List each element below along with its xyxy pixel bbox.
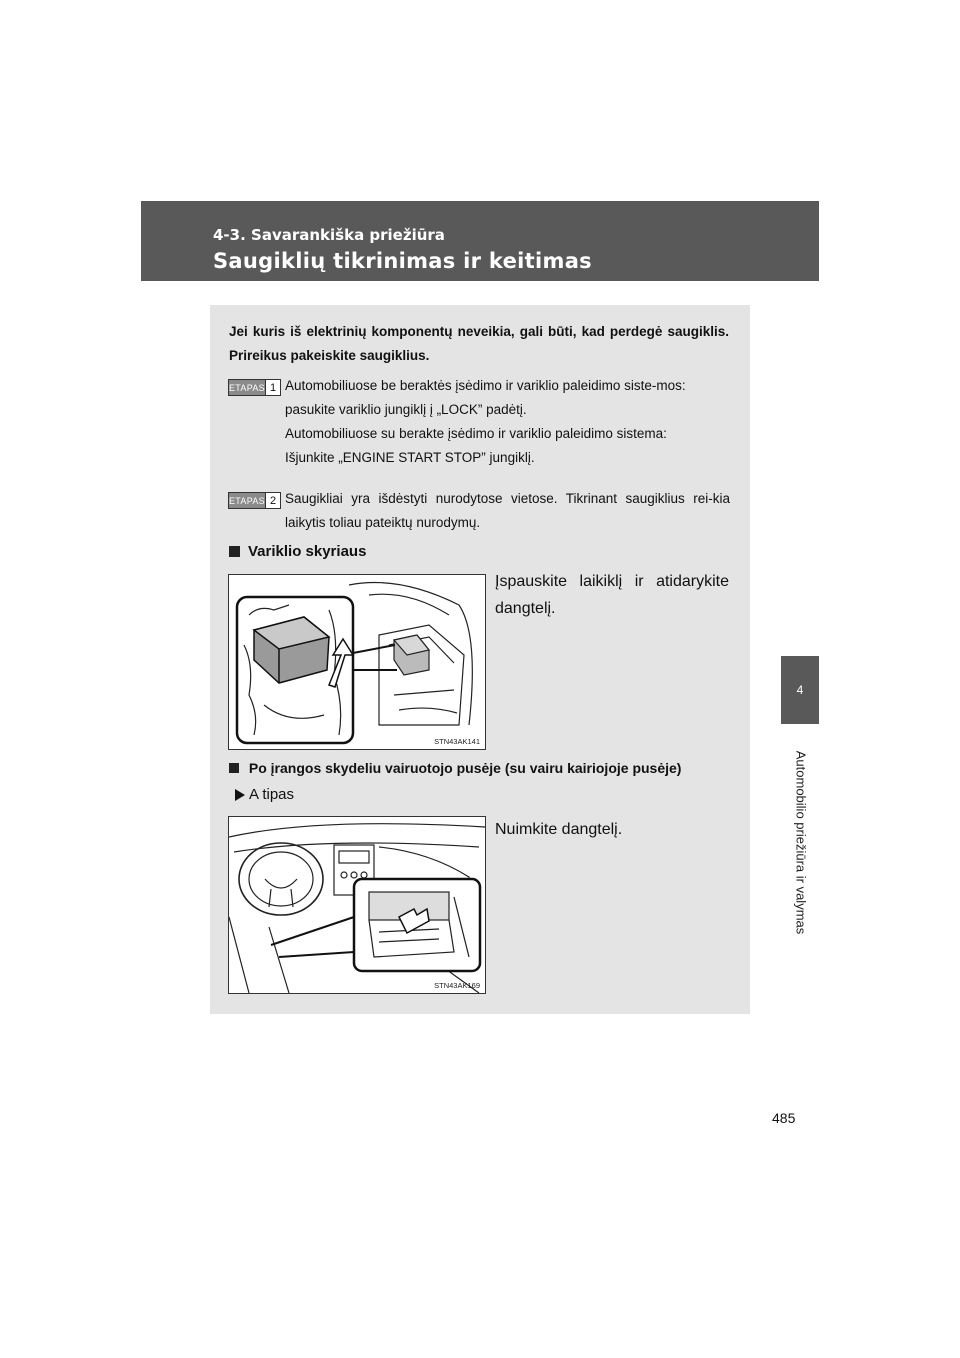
type-label: A tipas: [235, 786, 294, 803]
step-badge-word: ETAPAS: [229, 380, 265, 395]
chapter-tab: [781, 656, 819, 724]
step-2-badge: [228, 492, 281, 509]
step-2-line: Saugikliai yra išdėstyti nurodytose vietose. Tikrinant saugiklius rei-kia laikytis toliau pateiktų nurodymų.: [285, 491, 730, 530]
square-bullet-icon: [229, 763, 239, 773]
chapter-header: [141, 201, 819, 281]
step-1-badge: [228, 379, 281, 396]
triangle-bullet-icon: [235, 789, 245, 801]
step-2-text: [285, 487, 730, 535]
dashboard-caption: Nuimkite dangtelį.: [495, 821, 623, 838]
step-badge-word: ETAPAS: [229, 493, 265, 508]
figure-code: STN43AK169: [434, 981, 480, 990]
engine-fusebox-drawing: [229, 575, 485, 749]
chapter-side-label: [791, 735, 811, 950]
page-number: 485: [772, 1110, 796, 1126]
step-badge-number: 2: [265, 493, 280, 508]
step-1-line: Automobiliuose su berakte įsėdimo ir variklio paleidimo sistema:: [285, 426, 667, 441]
dashboard-illustration: [228, 816, 486, 994]
section-heading-engine: Variklio skyriaus: [229, 543, 366, 560]
figure-code: STN43AK141: [434, 737, 480, 746]
engine-caption: Įspauskite laikiklį ir atidarykite dangtelį.: [495, 573, 729, 617]
step-1-text: [285, 374, 730, 470]
square-bullet-icon: [229, 546, 240, 557]
section-heading-dashboard: Po įrangos skydeliu vairuotojo pusėje (su vairu kairiojoje pusėje): [229, 760, 681, 776]
dashboard-fusebox-drawing: [229, 817, 485, 993]
section-label: 4-3. Savarankiška priežiūra: [213, 226, 445, 244]
step-1-line: Išjunkite „ENGINE START STOP” jungiklį.: [285, 450, 535, 465]
chapter-name: Automobilio priežiūra ir valymas: [793, 750, 809, 935]
chapter-number: 4: [796, 683, 804, 697]
step-badge-number: 1: [265, 380, 280, 395]
step-1-line: pasukite variklio jungiklį į „LOCK” padėtį.: [285, 402, 527, 417]
engine-compartment-illustration: [228, 574, 486, 750]
intro-paragraph: Jei kuris iš elektrinių komponentų neveikia, gali būti, kad perdegė saugiklis. Prireikus pakeiskite saugiklius.: [229, 324, 729, 363]
step-1-line: Automobiliuose be beraktės įsėdimo ir variklio paleidimo siste-mos:: [285, 378, 686, 393]
page-title: Saugiklių tikrinimas ir keitimas: [213, 249, 592, 273]
